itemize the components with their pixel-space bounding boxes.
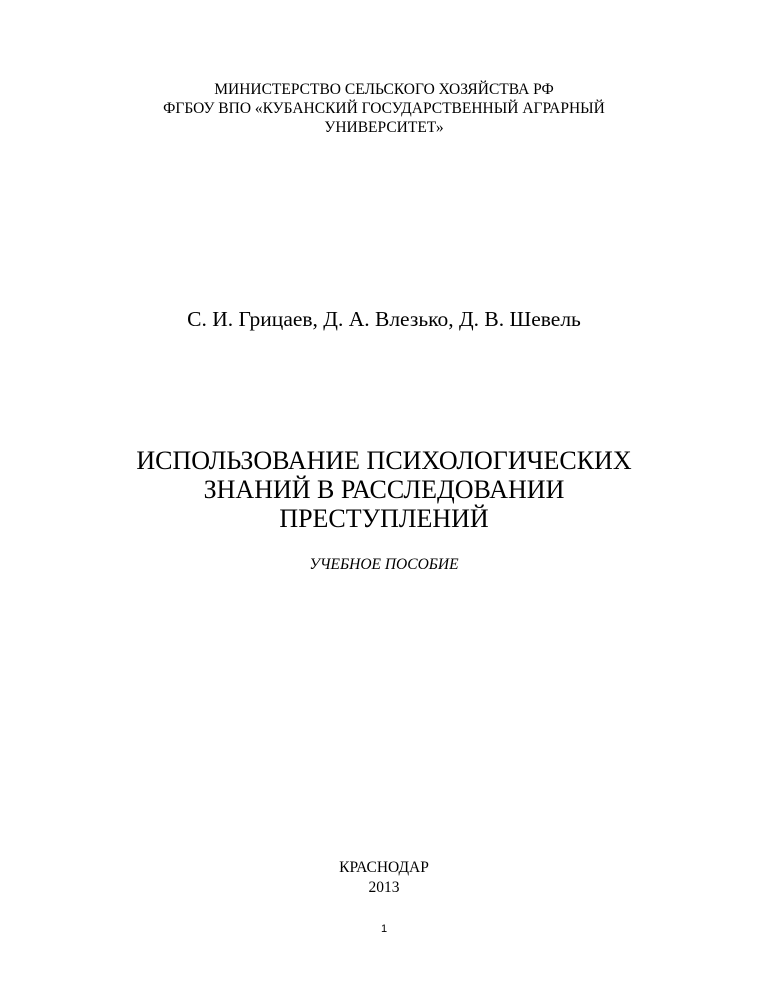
header-line-university: ФГБОУ ВПО «КУБАНСКИЙ ГОСУДАРСТВЕННЫЙ АГРАРНЫЙ: [163, 100, 605, 117]
document-subtitle: УЧЕБНОЕ ПОСОБИЕ: [309, 556, 459, 573]
title-line-2: ЗНАНИЙ В РАССЛЕДОВАНИИ: [203, 475, 565, 504]
title-line-3: ПРЕСТУПЛЕНИЙ: [279, 504, 489, 533]
publication-city: КРАСНОДАР: [339, 859, 429, 876]
authors: С. И. Грицаев, Д. А. Влезько, Д. В. Шевель: [187, 307, 581, 331]
publication-year: 2013: [368, 879, 400, 896]
header-line-ministry: МИНИСТЕРСТВО СЕЛЬСКОГО ХОЗЯЙСТВА РФ: [214, 81, 554, 98]
publication-info: [0, 858, 768, 898]
document-title: [0, 446, 768, 533]
page-number: 1: [380, 923, 388, 935]
institution-header: [0, 80, 768, 137]
header-line-university-cont: УНИВЕРСИТЕТ»: [324, 119, 444, 136]
title-line-1: ИСПОЛЬЗОВАНИЕ ПСИХОЛОГИЧЕСКИХ: [136, 446, 632, 475]
